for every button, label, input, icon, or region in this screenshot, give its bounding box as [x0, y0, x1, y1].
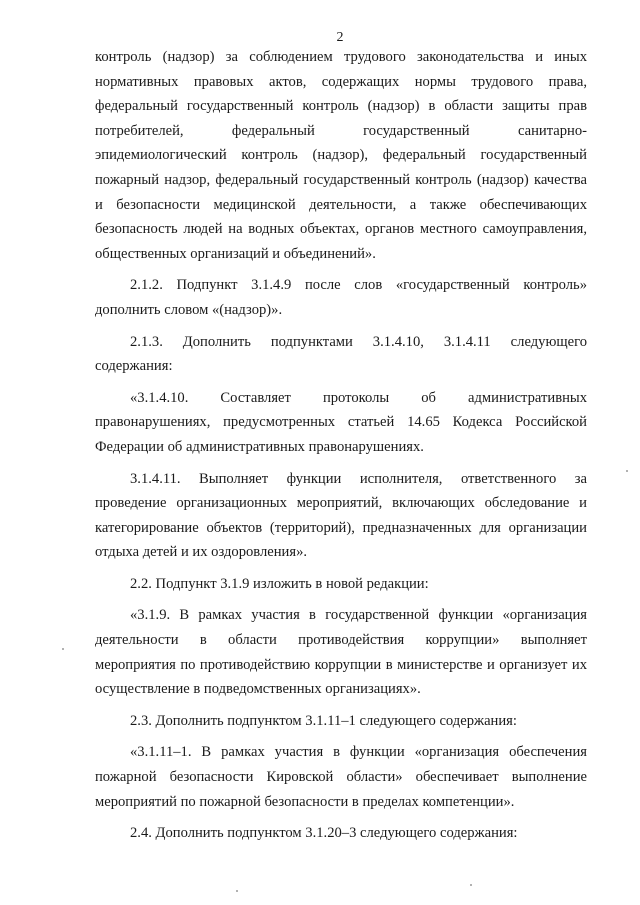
text-line: 2.3. Дополнить подпунктом 3.1.11–1 следующего содержания:	[130, 712, 517, 729]
paragraph-2-2	[95, 572, 587, 597]
text-line: Федерации об административных правонарушениях.	[95, 438, 424, 455]
scan-speck	[236, 890, 238, 892]
paragraph-2-3	[95, 709, 587, 734]
text-line: эпидемиологический контроль (надзор), федеральный государственный	[95, 147, 587, 164]
document-body	[95, 45, 587, 846]
text-line: содержания:	[95, 358, 173, 375]
scan-speck	[626, 470, 628, 472]
text-line: пожарной безопасности Кировской области» обеспечивает выполнение	[95, 769, 587, 786]
paragraph-2-4	[95, 821, 587, 846]
text-line: мероприятия по противодействию коррупции в министерстве и организует их	[95, 656, 587, 673]
text-line: контроль (надзор) за соблюдением трудового законодательства и иных	[95, 49, 587, 65]
paragraph-3-1-4-10	[95, 386, 587, 460]
text-line: федеральный государственный контроль (надзор) в области защиты прав	[95, 98, 587, 115]
text-line: нормативных правовых актов, содержащих нормы трудового права,	[95, 73, 587, 90]
text-line: 3.1.4.11. Выполняет функции исполнителя, ответственного за	[130, 470, 587, 487]
text-line: потребителей, федеральный государственный санитарно-	[95, 122, 587, 139]
text-line: дополнить словом «(надзор)».	[95, 301, 283, 318]
paragraph-continuation	[95, 45, 587, 266]
scan-speck	[62, 648, 64, 650]
paragraph-3-1-9	[95, 603, 587, 701]
text-line: осуществление в подведомственных организациях».	[95, 681, 421, 698]
text-line: «3.1.9. В рамках участия в государственной функции «организация	[130, 607, 587, 624]
text-line: 2.2. Подпункт 3.1.9 изложить в новой редакции:	[130, 575, 429, 592]
text-line: «3.1.4.10. Составляет протоколы об административных	[130, 389, 587, 406]
text-line: правонарушениях, предусмотренных статьей 14.65 Кодекса Российской	[95, 414, 587, 431]
text-line: «3.1.11–1. В рамках участия в функции «организация обеспечения	[130, 744, 587, 761]
paragraph-2-1-3	[95, 330, 587, 379]
text-line: общественных организаций и объединений».	[95, 245, 376, 262]
paragraph-3-1-11-1	[95, 740, 587, 814]
text-line: и безопасности медицинской деятельности, а также обеспечивающих	[95, 196, 587, 213]
text-line: проведение организационных мероприятий, включающих обследование и	[95, 495, 587, 512]
text-line: 2.1.2. Подпункт 3.1.4.9 после слов «государственный контроль»	[130, 277, 587, 294]
scan-speck	[470, 884, 472, 886]
text-line: 2.1.3. Дополнить подпунктами 3.1.4.10, 3.1.4.11 следующего	[130, 333, 587, 350]
text-line: 2.4. Дополнить подпунктом 3.1.20–3 следующего содержания:	[130, 825, 518, 842]
text-line: деятельности в области противодействия коррупции» выполняет	[95, 632, 587, 649]
text-line: пожарный надзор, федеральный государственный контроль (надзор) качества	[95, 171, 587, 188]
text-line: отдыха детей и их оздоровления».	[95, 544, 308, 561]
paragraph-2-1-2	[95, 273, 587, 322]
text-line: категорирование объектов (территорий), предназначенных для организации	[95, 519, 587, 536]
text-line: безопасность людей на водных объектах, органов местного самоуправления,	[95, 221, 587, 238]
text-line: мероприятий по пожарной безопасности в пределах компетенции».	[95, 793, 515, 810]
page-number: 2	[336, 30, 344, 45]
paragraph-3-1-4-11	[95, 467, 587, 565]
